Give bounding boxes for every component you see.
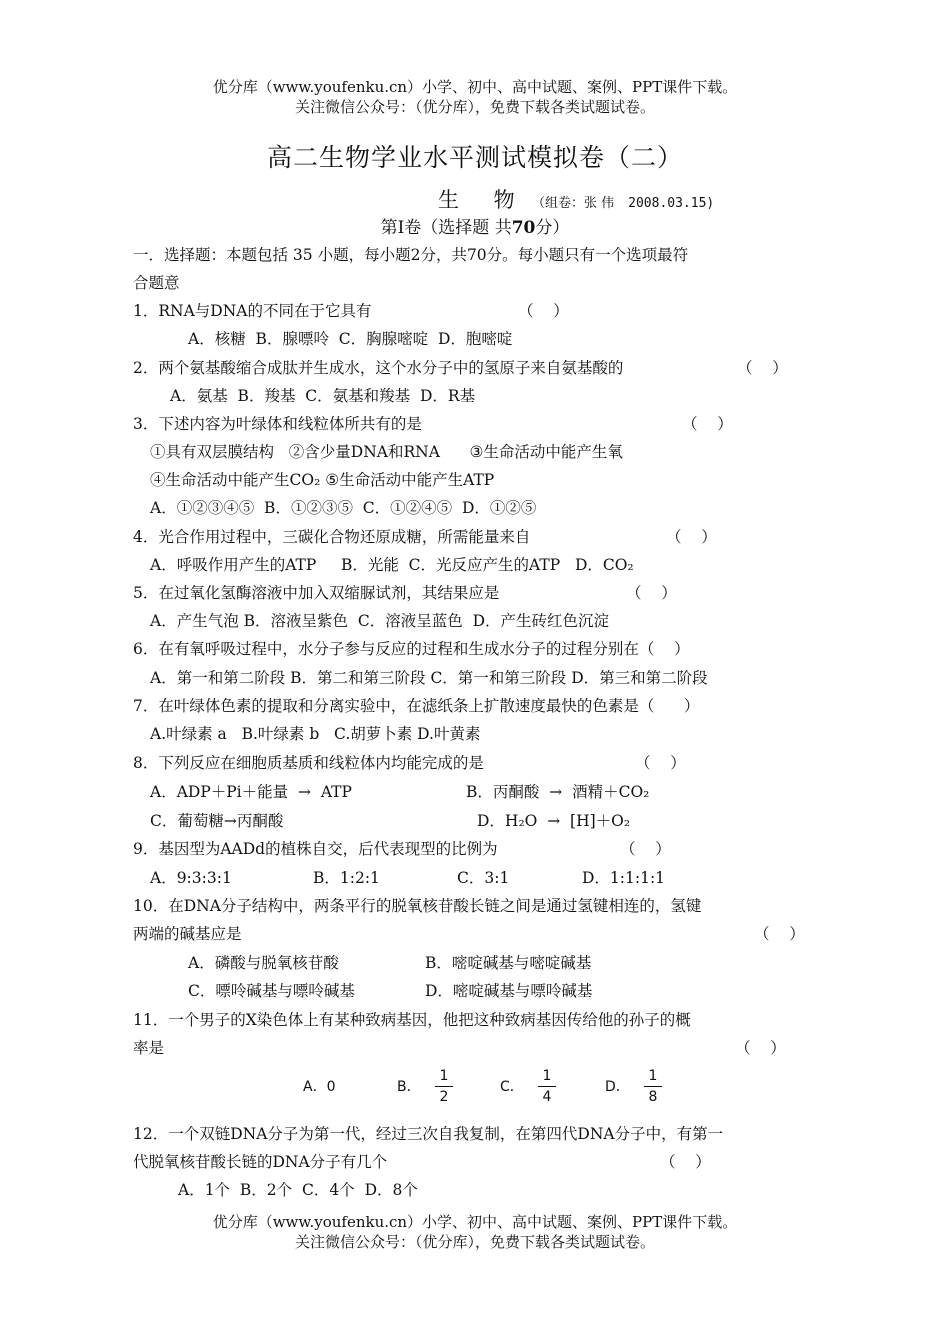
question-11-option-b: B． bbox=[397, 1079, 421, 1095]
question-10-stem: 10．在DNA分子结构中，两条平行的脱氧核苷酸长链之间是通过氢键相连的，氢键 bbox=[133, 897, 702, 915]
question-9-option-b: B．1:2:1 bbox=[313, 869, 380, 887]
fraction-denominator: 8 bbox=[648, 1089, 658, 1105]
fraction-numerator: 1 bbox=[439, 1068, 449, 1084]
compiler-info bbox=[532, 192, 714, 211]
page-title: 高二生物学业水平测试模拟卷（二） bbox=[266, 143, 683, 172]
question-3-stem: 3．下述内容为叶绿体和线粒体所共有的是 bbox=[133, 415, 422, 433]
question-9-answer-paren: （ ） bbox=[620, 840, 671, 858]
footer-line-2: 关注微信公众号：（优分库），免费下载各类试题试卷。 bbox=[294, 1233, 655, 1251]
fraction-one-quarter bbox=[538, 1066, 556, 1107]
question-5-options: A．产生气泡 B．溶液呈紫色 C．溶液呈蓝色 D．产生砖红色沉淀 bbox=[150, 612, 610, 630]
question-8-option-d: D．H₂O → [H]＋O₂ bbox=[477, 812, 631, 830]
question-1-options: A．核糖 B．腺嘌呤 C．胸腺嘧啶 D．胞嘧啶 bbox=[188, 330, 513, 348]
question-1-answer-paren: （ ） bbox=[518, 302, 569, 320]
question-6-stem: 6．在有氧呼吸过程中，水分子参与反应的过程和生成水分子的过程分别在（ ） bbox=[133, 640, 690, 658]
question-12-answer-paren: （ ） bbox=[660, 1153, 711, 1171]
intro-line-1: 一．选择题：本题包括 35 小题，每小题2分，共70分。每小题只有一个选项最符 bbox=[133, 246, 689, 264]
question-8-option-a: A．ADP＋Pi＋能量 → ATP bbox=[150, 783, 352, 801]
question-11-option-a: A．0 bbox=[303, 1079, 336, 1095]
question-5-stem: 5．在过氧化氢酶溶液中加入双缩脲试剂，其结果应是 bbox=[133, 584, 500, 602]
compiler-name: （组卷：张 伟 bbox=[532, 196, 615, 211]
subject-label: 生 物 bbox=[438, 188, 529, 212]
question-10-option-a: A．磷酸与脱氧核苷酸 bbox=[188, 954, 339, 972]
question-9-option-c: C．3:1 bbox=[457, 869, 510, 887]
question-3-item-line-2: ④生命活动中能产生CO₂ ⑤生命活动中能产生ATP bbox=[150, 471, 495, 489]
question-12-stem-cont: 代脱氧核苷酸长链的DNA分子有几个 bbox=[133, 1153, 388, 1171]
question-9-option-a: A．9:3:3:1 bbox=[150, 869, 232, 887]
fraction-numerator: 1 bbox=[542, 1068, 552, 1084]
question-11-stem-cont: 率是 bbox=[133, 1039, 165, 1057]
question-11-option-c: C． bbox=[500, 1079, 524, 1095]
section-suffix: 分） bbox=[535, 218, 570, 238]
question-8-option-b: B．丙酮酸 → 酒精＋CO₂ bbox=[466, 783, 650, 801]
question-7-options: A.叶绿素 a B.叶绿素 b C.胡萝卜素 D.叶黄素 bbox=[150, 725, 481, 743]
question-11-stem: 11．一个男子的X染色体上有某种致病基因，他把这种致病基因传给他的孙子的概 bbox=[133, 1011, 691, 1029]
section-heading bbox=[0, 213, 950, 238]
section-prefix: 第Ⅰ卷（选择题 共 bbox=[380, 218, 512, 238]
question-11-option-d: D． bbox=[605, 1079, 630, 1095]
question-10-option-b: B．嘧啶碱基与嘧啶碱基 bbox=[425, 954, 592, 972]
fraction-denominator: 2 bbox=[439, 1089, 449, 1105]
question-10-answer-paren: （ ） bbox=[754, 925, 805, 943]
question-3-answer-paren: （ ） bbox=[682, 415, 733, 433]
header-line-1: 优分库（www.youfenku.cn）小学、初中、高中试题、案例、PPT课件下载。 bbox=[212, 78, 738, 96]
question-2-options: A．氨基 B．羧基 C．氨基和羧基 D．R基 bbox=[170, 387, 476, 405]
fraction-numerator: 1 bbox=[648, 1068, 658, 1084]
question-12-stem: 12．一个双链DNA分子为第一代，经过三次自我复制，在第四代DNA分子中，有第一 bbox=[133, 1125, 724, 1143]
fraction-one-eighth bbox=[644, 1066, 662, 1107]
question-1-stem: 1．RNA与DNA的不同在于它具有 bbox=[133, 302, 372, 320]
question-4-answer-paren: （ ） bbox=[666, 528, 717, 546]
question-4-options: A．呼吸作用产生的ATP B．光能 C．光反应产生的ATP D．CO₂ bbox=[150, 556, 634, 574]
question-5-answer-paren: （ ） bbox=[626, 584, 677, 602]
question-10-option-d: D．嘧啶碱基与嘌呤碱基 bbox=[425, 982, 593, 1000]
fraction-denominator: 4 bbox=[542, 1089, 552, 1105]
question-8-stem: 8．下列反应在细胞质基质和线粒体内均能完成的是 bbox=[133, 754, 484, 772]
question-9-stem: 9．基因型为AADd的植株自交，后代表现型的比例为 bbox=[133, 840, 498, 858]
question-8-answer-paren: （ ） bbox=[635, 754, 686, 772]
question-2-stem: 2．两个氨基酸缩合成肽并生成水，这个水分子中的氢原子来自氨基酸的 bbox=[133, 359, 624, 377]
question-3-item-line-1: ①具有双层膜结构 ②含少量DNA和RNA ③生命活动中能产生氧 bbox=[150, 443, 623, 461]
question-11-answer-paren: （ ） bbox=[735, 1039, 786, 1057]
question-12-options: A．1个 B．2个 C．4个 D．8个 bbox=[178, 1181, 418, 1199]
question-10-option-c: C．嘌呤碱基与嘌呤碱基 bbox=[188, 982, 355, 1000]
question-2-answer-paren: （ ） bbox=[737, 359, 788, 377]
question-6-options: A．第一和第二阶段 B．第二和第三阶段 C．第一和第三阶段 D．第三和第二阶段 bbox=[150, 669, 708, 687]
question-8-option-c: C．葡萄糖→丙酮酸 bbox=[150, 812, 284, 830]
exam-date: 2008.03.15) bbox=[628, 196, 715, 211]
question-3-options: A．①②③④⑤ B．①②③⑤ C．①②④⑤ D．①②⑤ bbox=[150, 499, 537, 517]
header-line-2: 关注微信公众号：（优分库），免费下载各类试题试卷。 bbox=[294, 98, 655, 116]
question-11-options bbox=[0, 1066, 950, 1110]
question-4-stem: 4．光合作用过程中，三碳化合物还原成糖，所需能量来自 bbox=[133, 528, 531, 546]
section-score: 70 bbox=[511, 218, 536, 238]
question-9-option-d: D．1:1:1:1 bbox=[582, 869, 666, 887]
question-7-stem: 7．在叶绿体色素的提取和分离实验中，在滤纸条上扩散速度最快的色素是（ ） bbox=[133, 697, 700, 715]
footer-line-1: 优分库（www.youfenku.cn）小学、初中、高中试题、案例、PPT课件下载。 bbox=[212, 1213, 738, 1231]
fraction-one-half bbox=[435, 1066, 453, 1107]
intro-line-2: 合题意 bbox=[133, 274, 180, 292]
question-10-stem-cont: 两端的碱基应是 bbox=[133, 925, 242, 943]
